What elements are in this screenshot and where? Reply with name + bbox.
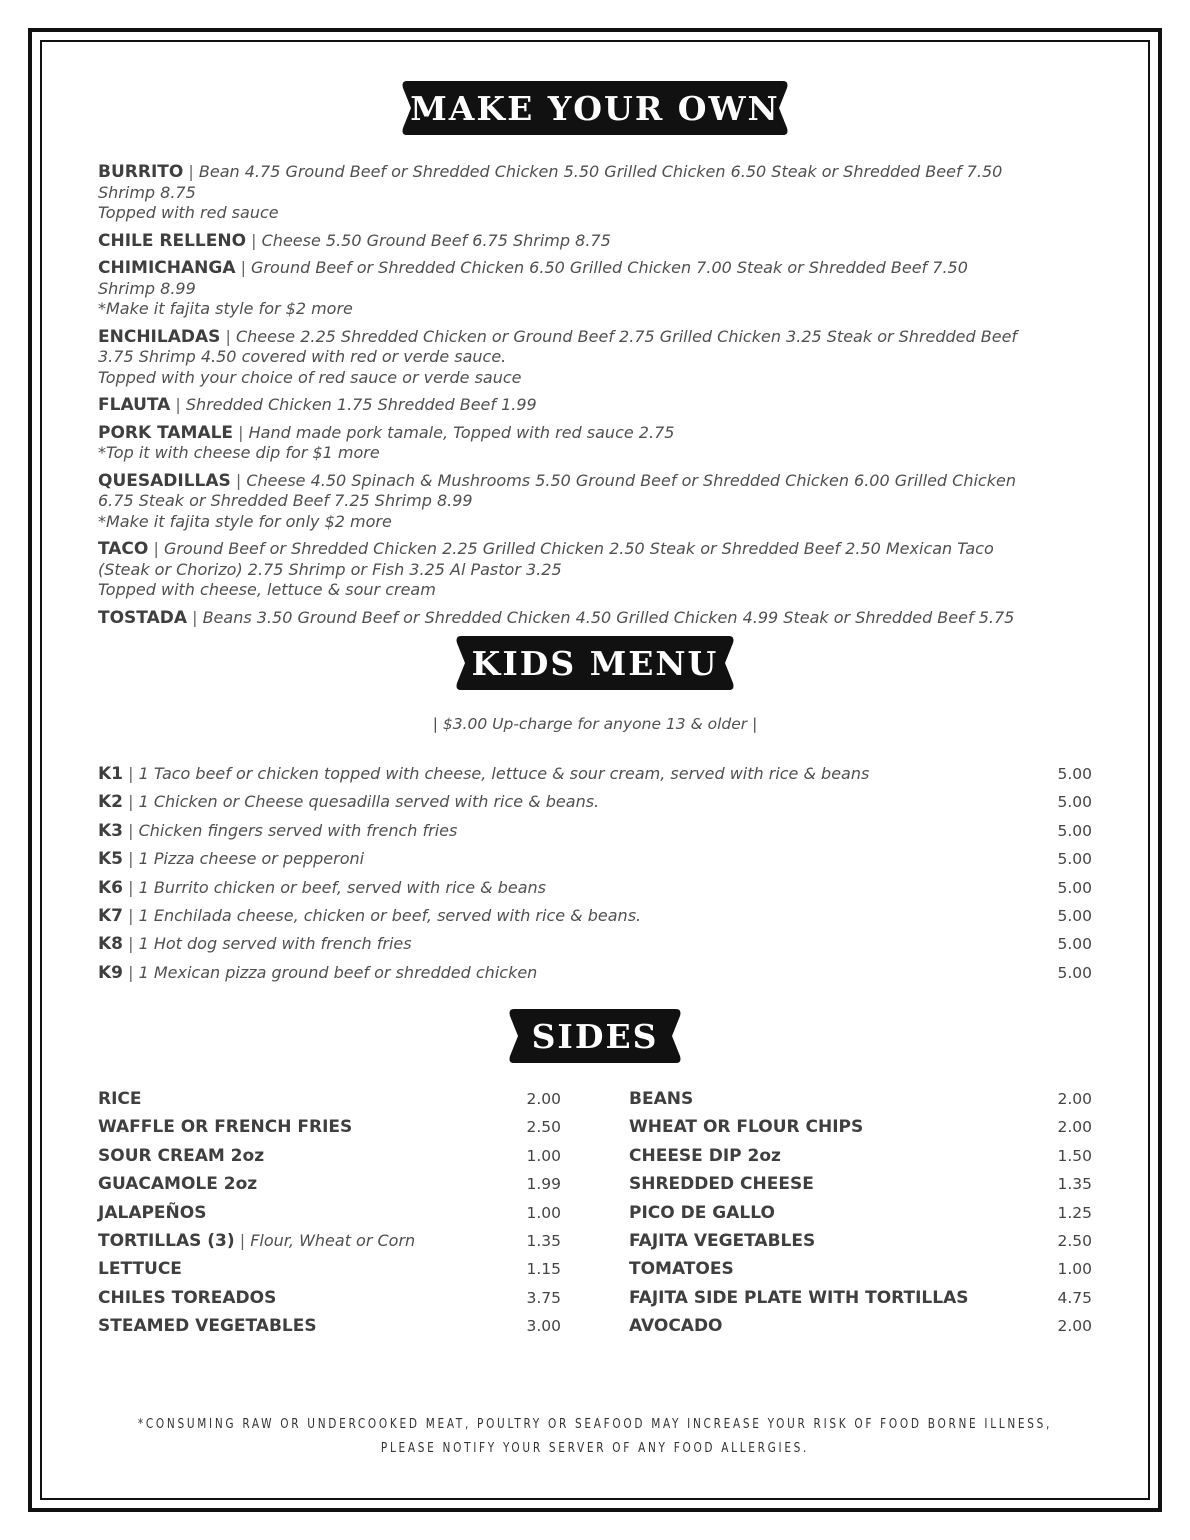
item-description: Cheese 2.25 Shredded Chicken or Ground Beef 2.75 Grilled Chicken 3.25 Steak or Shredded Beef 3.75 Shrimp 4.50 covered with red or verde sauce.	[98, 326, 1018, 366]
side-item-price: 2.00	[1057, 1317, 1092, 1336]
side-item-row	[98, 1315, 561, 1343]
side-item-name: WHEAT OR FLOUR CHIPS	[629, 1117, 864, 1138]
menu-item-line	[98, 231, 1028, 252]
side-item-row	[98, 1230, 561, 1258]
separator: |	[123, 934, 139, 954]
sides-left-column	[98, 1088, 561, 1344]
side-item-name: TORTILLAS (3)	[98, 1230, 235, 1251]
side-item-name: PICO DE GALLO	[629, 1202, 775, 1223]
side-item-name: CHILES TOREADOS	[98, 1287, 277, 1308]
item-name: TOSTADA	[98, 607, 187, 628]
side-item-row	[98, 1258, 561, 1286]
kids-item-price: 5.00	[1057, 765, 1092, 783]
side-item-price: 3.00	[526, 1317, 561, 1336]
side-item	[629, 1088, 693, 1116]
kids-item	[98, 848, 364, 876]
menu-item-line	[98, 258, 1028, 299]
kids-item-code: K5	[98, 849, 124, 870]
item-name: BURRITO	[98, 162, 184, 182]
sides-banner	[0, 1006, 1190, 1066]
kids-item	[98, 877, 546, 905]
separator: |	[123, 905, 139, 925]
side-item	[629, 1145, 781, 1173]
side-item-row	[98, 1145, 561, 1173]
side-item-row	[629, 1287, 1092, 1315]
side-item	[98, 1258, 182, 1286]
item-description: Bean 4.75 Ground Beef or Shredded Chicken 5.50 Grilled Chicken 6.50 Steak or Shredded Beef 7.50 Shrimp 8.75	[98, 162, 1003, 202]
side-item-name: FAJITA VEGETABLES	[629, 1230, 816, 1251]
separator: |	[148, 539, 164, 558]
side-item-row	[629, 1315, 1092, 1343]
section-title: KIDS MENU	[471, 643, 719, 683]
kids-menu-list	[98, 763, 1092, 990]
separator: |	[235, 258, 252, 277]
side-item-name: CHEESE DIP 2oz	[629, 1145, 781, 1166]
item-description: Beans 3.50 Ground Beef or Shredded Chicken 4.50 Grilled Chicken 4.99 Steak or Shredded Beef 5.75	[202, 607, 1015, 627]
side-item-price: 1.00	[526, 1203, 561, 1222]
item-note: Topped with cheese, lettuce & sour cream	[98, 580, 436, 599]
separator: |	[233, 422, 249, 442]
side-item	[629, 1230, 815, 1258]
side-item-name: TOMATOES	[629, 1259, 734, 1280]
food-safety-disclaimer	[60, 1413, 1131, 1461]
side-item	[629, 1116, 863, 1144]
side-item-name: GUACAMOLE 2oz	[98, 1174, 258, 1195]
separator: |	[187, 607, 203, 627]
side-item-price: 2.50	[526, 1118, 561, 1137]
menu-item-line	[98, 395, 1028, 416]
make-your-own-banner	[0, 78, 1190, 138]
kids-item-price: 5.00	[1057, 963, 1092, 982]
separator: |	[220, 326, 236, 346]
side-item-row	[98, 1116, 561, 1144]
separator: |	[230, 470, 247, 490]
separator: |	[234, 1230, 251, 1250]
menu-item-line	[98, 162, 1028, 203]
kids-item-price: 5.00	[1057, 821, 1092, 840]
item-name: ENCHILADAS	[98, 326, 221, 347]
item-name: TACO	[98, 539, 149, 559]
side-item	[98, 1230, 415, 1258]
side-item-row	[98, 1202, 561, 1230]
kids-item-price: 5.00	[1057, 850, 1092, 869]
separator: |	[123, 962, 139, 982]
section-title: SIDES	[531, 1016, 659, 1056]
side-item	[629, 1287, 968, 1315]
side-item	[629, 1315, 723, 1343]
side-item-price: 1.99	[526, 1175, 561, 1194]
side-item-row	[629, 1258, 1092, 1286]
kids-item	[98, 820, 457, 848]
menu-item	[98, 539, 1028, 601]
side-item-row	[98, 1173, 561, 1201]
kids-menu-banner	[0, 633, 1190, 693]
side-item-name: AVOCADO	[629, 1316, 723, 1337]
side-item-price: 1.25	[1057, 1203, 1092, 1222]
side-item-name: STEAMED VEGETABLES	[98, 1316, 317, 1337]
side-item-price: 2.00	[526, 1090, 561, 1108]
separator: |	[123, 820, 139, 840]
kids-item	[98, 905, 641, 933]
kids-item-description: Chicken fingers served with french fries	[138, 820, 458, 840]
side-item-row	[629, 1173, 1092, 1201]
item-description: Shredded Chicken 1.75 Shredded Beef 1.99	[185, 395, 537, 414]
kids-menu-row	[98, 905, 1092, 933]
kids-item	[98, 933, 412, 961]
menu-item-line	[98, 539, 1028, 580]
kids-item-price: 5.00	[1057, 906, 1092, 925]
side-item	[98, 1088, 142, 1116]
item-name: FLAUTA	[98, 395, 171, 415]
item-note: *Make it fajita style for only $2 more	[98, 511, 392, 531]
side-item-price: 1.00	[526, 1146, 561, 1165]
menu-item-line	[98, 423, 1028, 444]
side-item-name: BEANS	[629, 1089, 694, 1109]
side-item	[98, 1315, 317, 1343]
kids-item-price: 5.00	[1057, 878, 1092, 897]
kids-menu-row	[98, 877, 1092, 905]
menu-item	[98, 471, 1028, 533]
side-item-price: 1.50	[1057, 1146, 1092, 1165]
menu-item-line	[98, 608, 1028, 629]
disclaimer-line: PLEASE NOTIFY YOUR SERVER OF ANY FOOD ALLERGIES.	[380, 1441, 810, 1456]
side-item-name: LETTUCE	[98, 1259, 182, 1280]
separator: |	[123, 764, 139, 783]
side-item-price: 1.00	[1057, 1260, 1092, 1279]
side-item-price: 1.35	[526, 1231, 561, 1250]
separator: |	[123, 877, 139, 897]
kids-item-description: 1 Pizza cheese or pepperoni	[138, 849, 365, 869]
kids-item-description: 1 Taco beef or chicken topped with cheese, lettuce & sour cream, served with rice & beans	[138, 764, 870, 783]
separator: |	[183, 162, 199, 181]
item-description: Hand made pork tamale, Topped with red sauce 2.75	[248, 422, 675, 442]
kids-item	[98, 791, 599, 819]
side-item-price: 2.00	[1057, 1090, 1092, 1108]
kids-item-code: K6	[98, 877, 124, 898]
sides-right-column	[629, 1088, 1092, 1344]
item-name: PORK TAMALE	[98, 422, 234, 443]
kids-item-description: 1 Hot dog served with french fries	[138, 934, 412, 954]
kids-item-price: 5.00	[1057, 793, 1092, 812]
side-item	[98, 1173, 257, 1201]
side-item-name: WAFFLE OR FRENCH FRIES	[98, 1117, 353, 1138]
side-item	[98, 1287, 276, 1315]
kids-item-description: 1 Burrito chicken or beef, served with rice & beans	[138, 877, 546, 897]
kids-item-description: 1 Enchilada cheese, chicken or beef, served with rice & beans.	[138, 905, 642, 925]
side-item-row	[629, 1202, 1092, 1230]
menu-item	[98, 162, 1028, 224]
kids-item	[98, 962, 537, 990]
make-your-own-list	[98, 162, 1028, 635]
side-item-description: Flour, Wheat or Corn	[250, 1230, 416, 1250]
side-item-row	[98, 1287, 561, 1315]
kids-menu-row	[98, 820, 1092, 848]
kids-menu-row	[98, 962, 1092, 990]
separator: |	[170, 395, 186, 414]
side-item-row	[98, 1088, 561, 1116]
side-item-name: SOUR CREAM 2oz	[98, 1145, 265, 1166]
side-item-name: SHREDDED CHEESE	[629, 1174, 814, 1195]
kids-menu-row	[98, 763, 1092, 791]
menu-item	[98, 258, 1028, 320]
item-description: Ground Beef or Shredded Chicken 2.25 Grilled Chicken 2.50 Steak or Shredded Beef 2.50 Mexican Taco (Steak or Chorizo) 2.75 Shrimp or Fish 3.25 Al Pastor 3.25	[98, 539, 994, 579]
side-item	[629, 1202, 775, 1230]
item-description: Ground Beef or Shredded Chicken 6.50 Grilled Chicken 7.00 Steak or Shredded Beef 7.50 Shrimp 8.99	[98, 258, 968, 298]
item-note: Topped with your choice of red sauce or verde sauce	[98, 367, 522, 387]
side-item	[629, 1258, 734, 1286]
item-name: CHIMICHANGA	[98, 258, 236, 278]
side-item	[629, 1173, 814, 1201]
side-item-row	[629, 1230, 1092, 1258]
menu-item	[98, 423, 1028, 464]
kids-upcharge-note: | $3.00 Up-charge for anyone 13 & older |	[432, 715, 758, 733]
item-description: Cheese 4.50 Spinach & Mushrooms 5.50 Ground Beef or Shredded Chicken 6.00 Grilled Chicken 6.75 Steak or Shredded Beef 7.25 Shrimp 8.99	[98, 470, 1016, 510]
side-item-name: FAJITA SIDE PLATE WITH TORTILLAS	[629, 1287, 969, 1308]
side-item-row	[629, 1145, 1092, 1173]
side-item-row	[629, 1116, 1092, 1144]
menu-item	[98, 395, 1028, 416]
kids-item-code: K7	[98, 905, 124, 926]
kids-item-code: K2	[98, 792, 124, 813]
side-item-price: 1.35	[1057, 1175, 1092, 1194]
side-item-name: RICE	[98, 1089, 142, 1109]
separator: |	[123, 792, 139, 812]
kids-item-code: K3	[98, 820, 124, 841]
separator: |	[123, 849, 139, 869]
kids-item-price: 5.00	[1057, 935, 1092, 954]
item-note: *Top it with cheese dip for $1 more	[98, 443, 380, 462]
section-title: MAKE YOUR OWN	[410, 88, 780, 128]
kids-menu-row	[98, 848, 1092, 876]
disclaimer-line: *CONSUMING RAW OR UNDERCOOKED MEAT, POULTRY OR SEAFOOD MAY INCREASE YOUR RISK OF FOOD BORNE ILLNESS,	[137, 1417, 1053, 1432]
kids-item	[98, 763, 869, 791]
kids-menu-row	[98, 791, 1092, 819]
side-item-name: JALAPEÑOS	[98, 1202, 207, 1223]
menu-item	[98, 327, 1028, 389]
item-name: QUESADILLAS	[98, 470, 231, 491]
item-note: Topped with red sauce	[98, 203, 279, 222]
side-item-price: 4.75	[1057, 1288, 1092, 1307]
item-note: *Make it fajita style for $2 more	[98, 299, 353, 318]
side-item-price: 3.75	[526, 1288, 561, 1307]
side-item	[98, 1145, 264, 1173]
menu-item-line	[98, 471, 1028, 512]
kids-item-code: K9	[98, 962, 124, 983]
side-item	[98, 1116, 352, 1144]
kids-menu-row	[98, 933, 1092, 961]
item-name: CHILE RELLENO	[98, 230, 247, 251]
side-item-price: 1.15	[526, 1260, 561, 1279]
menu-item	[98, 231, 1028, 252]
kids-item-code: K8	[98, 934, 124, 955]
side-item	[98, 1202, 206, 1230]
menu-item	[98, 608, 1028, 629]
side-item-price: 2.00	[1057, 1118, 1092, 1137]
item-description: Cheese 5.50 Ground Beef 6.75 Shrimp 8.75	[261, 230, 611, 250]
side-item-row	[629, 1088, 1092, 1116]
separator: |	[246, 230, 262, 250]
kids-item-code: K1	[98, 764, 124, 784]
kids-item-description: 1 Mexican pizza ground beef or shredded chicken	[138, 962, 538, 982]
side-item-price: 2.50	[1057, 1231, 1092, 1250]
menu-item-line	[98, 327, 1028, 368]
kids-item-description: 1 Chicken or Cheese quesadilla served with rice & beans.	[138, 792, 600, 812]
